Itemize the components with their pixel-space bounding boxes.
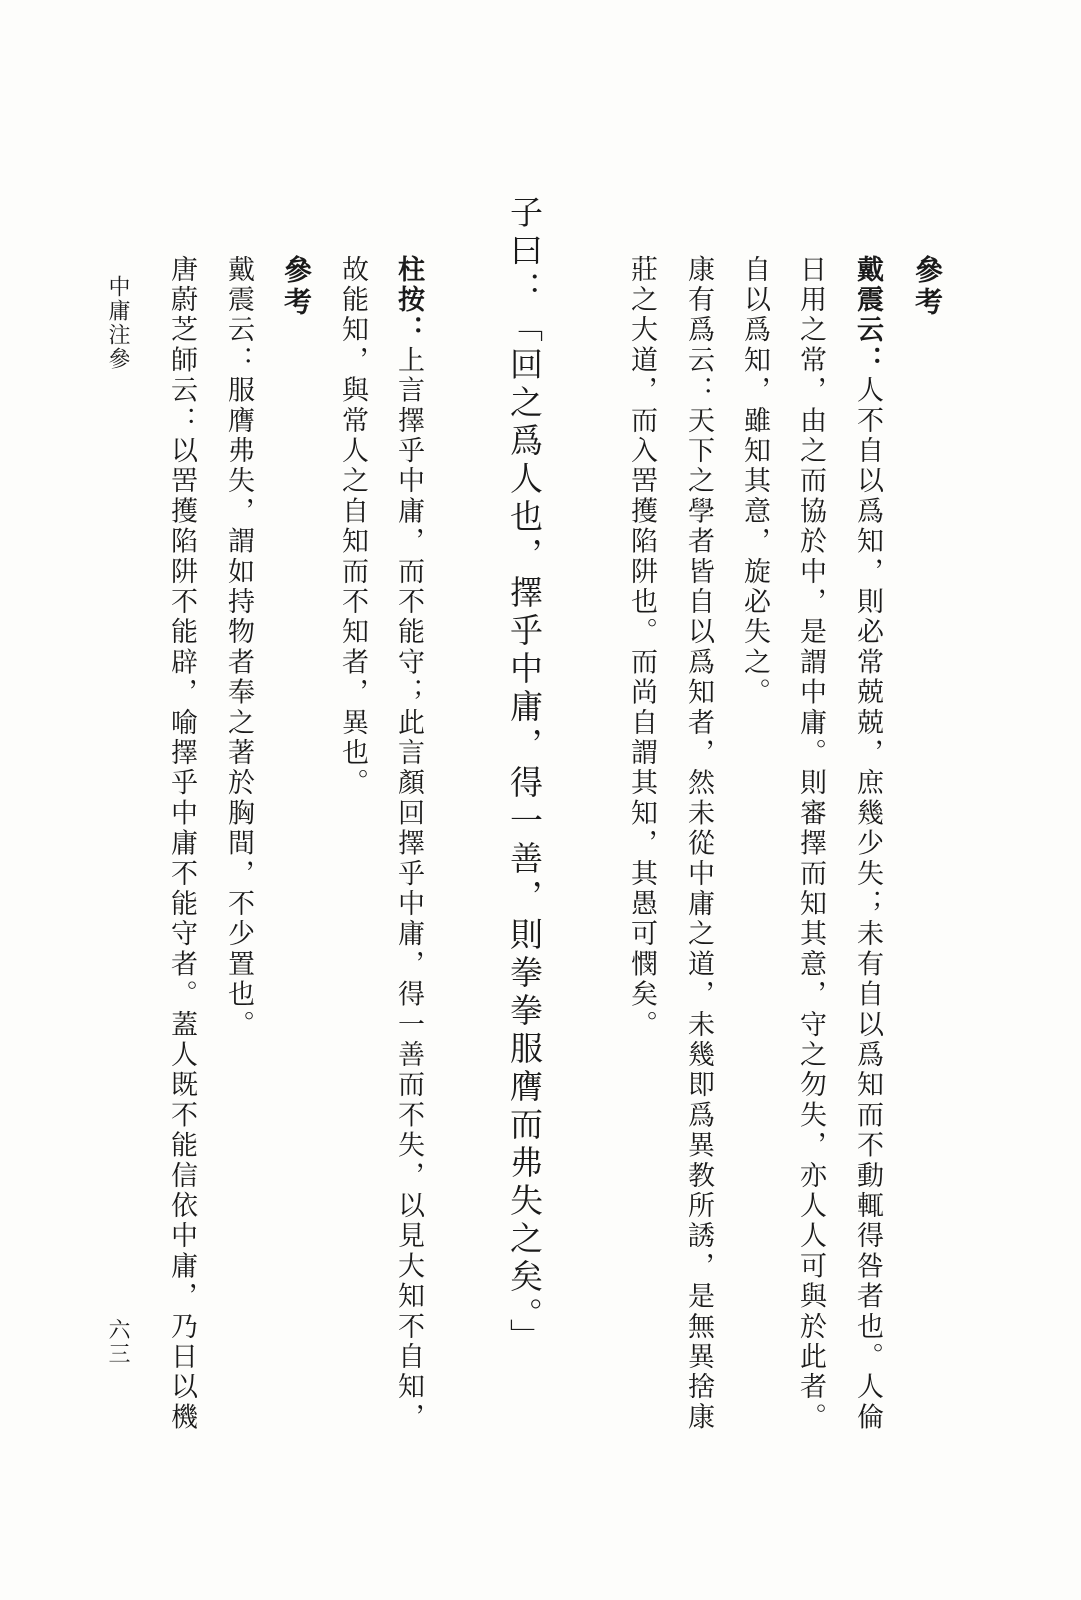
section1-kang-speaker: 康有爲云： (683, 255, 714, 406)
book-title: 中庸注參 (105, 275, 130, 371)
note-text1: 上言擇乎中庸，而不能守；此言顏回擇乎中庸，得一善而不失，以見大知不自知， (393, 345, 424, 1433)
section1-dai-col2: 日用之常，由之而協於中，是謂中庸。則審擇而知其意，守之勿失，亦人人可與於此者。 (795, 255, 826, 1433)
section1-dai-text1: 人不自以爲知，則必常兢兢，庶幾少失；未有自以爲知而不動輒得咎者也。人倫 (852, 375, 883, 1433)
note-col1 (395, 255, 422, 1433)
section2-tang-text1: 以罟擭陷阱不能辟，喻擇乎中庸不能守者。蓋人既不能信依中庸，乃日以機 (166, 436, 197, 1433)
note-label: 柱按： (393, 255, 424, 346)
section2-dai-speaker: 戴震云： (223, 255, 254, 376)
note-col2: 故能知，與常人之自知而不知者，異也。 (337, 255, 368, 799)
section2-dai-col1 (225, 255, 252, 1040)
main-text: 子曰：「回之爲人也，擇乎中庸，得一善，則拳拳服膺而弗失之矣。」 (505, 195, 544, 1357)
section1-heading: 參考 (911, 255, 944, 319)
section1-dai-col3: 自以爲知，雖知其意，旋必失之。 (739, 255, 770, 708)
section1-kang-text1: 天下之學者皆自以爲知者，然未從中庸之道，未幾即爲異教所誘，是無異捨康 (683, 406, 714, 1433)
section2-tang-speaker: 唐蔚芝師云： (166, 255, 197, 437)
page-number: 六三 (105, 1318, 130, 1366)
section2-heading: 參考 (280, 255, 313, 319)
section1-dai-speaker: 戴震云： (852, 255, 883, 376)
section1-kang-col1 (685, 255, 712, 1433)
section1-dai-col1 (854, 255, 881, 1433)
section2-dai-text1: 服膺弗失，謂如持物者奉之著於胸間，不少置也。 (223, 375, 254, 1041)
section2-tang-col1 (168, 255, 195, 1433)
section1-kang-col2: 莊之大道，而入罟擭陷阱也。而尚自謂其知，其愚可憫矣。 (626, 255, 657, 1041)
